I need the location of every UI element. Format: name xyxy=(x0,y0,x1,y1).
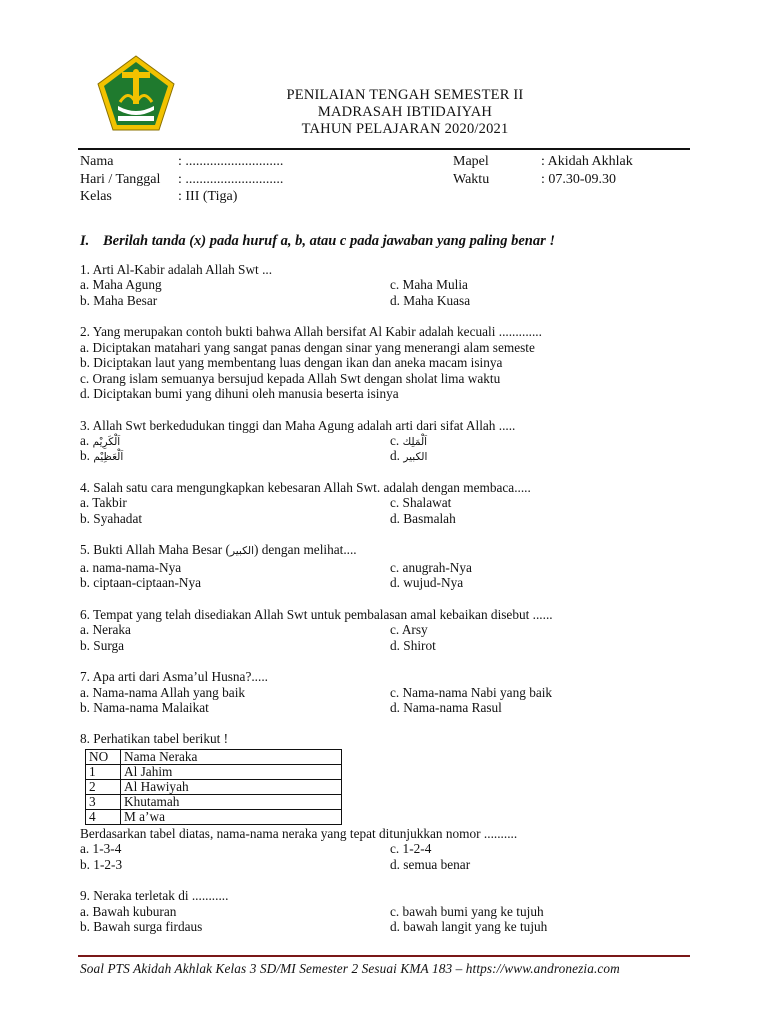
question-text: 7. Apa arti dari Asma’ul Husna?..... xyxy=(80,669,268,685)
arabic-text: اَلْعَظِيْم xyxy=(93,451,124,464)
date-field[interactable]: : ............................ xyxy=(178,171,284,187)
option-row xyxy=(80,495,700,510)
option-d[interactable] xyxy=(390,448,700,463)
option-row xyxy=(80,700,700,715)
time-row xyxy=(453,171,633,189)
option-c[interactable] xyxy=(390,433,700,448)
option-c[interactable]: c. bawah bumi yang ke tujuh xyxy=(390,903,544,919)
question-8 xyxy=(80,731,700,872)
option-d[interactable]: d. Maha Kuasa xyxy=(390,292,471,308)
table-row xyxy=(86,794,342,809)
kemenag-logo-icon xyxy=(96,54,176,134)
table-cell: Al Hawiyah xyxy=(121,779,342,794)
table-cell: Khutamah xyxy=(121,794,342,809)
question-text: 2. Yang merupakan contoh bukti bahwa Allah bersifat Al Kabir adalah kecuali ............. xyxy=(80,324,542,340)
question-text: 3. Allah Swt berkedudukan tinggi dan Maha Agung adalah arti dari sifat Allah ..... xyxy=(80,417,516,433)
subject-row xyxy=(453,153,633,171)
question-followup: Berdasarkan tabel diatas, nama-nama neraka yang tepat ditunjukkan nomor .......... xyxy=(80,825,518,841)
table-cell: Al Jahim xyxy=(121,764,342,779)
option-c[interactable]: c. 1-2-4 xyxy=(390,841,432,857)
option-b[interactable]: b. Diciptakan laut yang membentang luas dengan ikan dan aneka macam isinya xyxy=(80,355,503,371)
header-year: TAHUN PELAJARAN 2020/2021 xyxy=(301,121,509,137)
table-header-row xyxy=(86,749,342,764)
table-row xyxy=(86,764,342,779)
question-1 xyxy=(80,262,700,308)
option-d[interactable]: d. Basmalah xyxy=(390,510,456,526)
arabic-text: اَلْكَرِيْم xyxy=(92,436,121,448)
question-text: 1. Arti Al-Kabir adalah Allah Swt ... xyxy=(80,262,273,277)
table-header-cell: NO xyxy=(86,749,121,764)
option-row xyxy=(80,857,700,872)
option-a[interactable]: a. Neraka xyxy=(80,622,131,638)
table-cell: 2 xyxy=(86,779,121,794)
option-d[interactable]: d. semua benar xyxy=(390,856,471,872)
option-letter: a. xyxy=(80,433,90,448)
option-row xyxy=(80,511,700,526)
option-row xyxy=(80,575,700,590)
arabic-text: الكبير xyxy=(229,545,254,558)
header-school: MADRASAH IBTIDAIYAH xyxy=(317,104,493,120)
option-d[interactable]: d. wujud-Nya xyxy=(390,575,464,591)
arabic-text: الكبير xyxy=(403,451,428,464)
header-divider xyxy=(78,148,690,150)
exam-header xyxy=(250,87,560,138)
name-row xyxy=(80,153,283,171)
option-b[interactable]: b. Maha Besar xyxy=(80,292,158,308)
option-b[interactable]: b. Nama-nama Malaikat xyxy=(80,699,209,715)
option-row xyxy=(80,904,700,919)
question-text: 9. Neraka terletak di ........... xyxy=(80,888,229,904)
option-c[interactable]: c. anugrah-Nya xyxy=(390,559,472,575)
option-c[interactable]: c. Maha Mulia xyxy=(390,277,468,293)
option-b[interactable] xyxy=(80,448,390,463)
name-field[interactable]: : ............................ xyxy=(178,154,284,169)
question-3 xyxy=(80,418,700,464)
subject-value: : Akidah Akhlak xyxy=(541,154,633,169)
option-b[interactable]: b. 1-2-3 xyxy=(80,856,123,872)
student-identity xyxy=(80,153,283,206)
time-value: : 07.30-09.30 xyxy=(541,171,617,187)
option-row xyxy=(80,919,700,934)
class-row xyxy=(80,188,283,206)
question-text xyxy=(80,542,700,559)
question-6 xyxy=(80,607,700,653)
question-2 xyxy=(80,324,700,401)
option-c[interactable]: c. Shalawat xyxy=(390,495,452,511)
question-text-start: 5. Bukti Allah Maha Besar ( xyxy=(80,542,230,558)
date-label: Hari / Tanggal xyxy=(80,171,161,187)
option-a[interactable]: a. Diciptakan matahari yang sangat panas dengan sinar yang menerangi alam semeste xyxy=(80,339,535,355)
option-a[interactable]: a. Bawah kuburan xyxy=(80,903,177,919)
option-row xyxy=(80,841,700,856)
table-cell: 4 xyxy=(86,809,121,824)
question-text-end: ) dengan melihat.... xyxy=(253,542,357,558)
option-row xyxy=(80,293,700,308)
option-row xyxy=(80,622,700,637)
option-a[interactable] xyxy=(80,433,390,448)
option-d[interactable]: d. Nama-nama Rasul xyxy=(390,699,502,715)
instruction-text: Berilah tanda (x) pada huruf a, b, atau c pada jawaban yang paling benar ! xyxy=(103,233,555,249)
header-title: PENILAIAN TENGAH SEMESTER II xyxy=(286,87,524,103)
section-instruction xyxy=(80,233,555,250)
table-row xyxy=(86,809,342,824)
option-letter: b. xyxy=(80,448,90,464)
question-7 xyxy=(80,669,700,715)
class-value: : III (Tiga) xyxy=(178,189,238,204)
question-list xyxy=(80,262,700,951)
option-a[interactable]: a. nama-nama-Nya xyxy=(80,559,182,575)
option-row xyxy=(80,277,700,292)
neraka-table xyxy=(85,749,342,825)
option-c[interactable]: c. Arsy xyxy=(390,622,428,638)
option-row xyxy=(80,560,700,575)
section-number: I. xyxy=(80,233,90,249)
table-cell: M a’wa xyxy=(121,809,342,824)
option-b[interactable]: b. Syahadat xyxy=(80,510,143,526)
name-label: Nama xyxy=(80,154,114,169)
option-d[interactable]: d. bawah langit yang ke tujuh xyxy=(390,919,548,935)
table-header-cell: Nama Neraka xyxy=(121,749,342,764)
arabic-text: اَلْمَلِك xyxy=(402,436,428,448)
date-row xyxy=(80,171,283,189)
class-label: Kelas xyxy=(80,189,112,204)
table-cell: 1 xyxy=(86,764,121,779)
option-b[interactable]: b. ciptaan-ciptaan-Nya xyxy=(80,575,202,591)
question-text: 6. Tempat yang telah disediakan Allah Swt untuk pembalasan amal kebaikan disebut ...... xyxy=(80,606,553,622)
option-d[interactable]: d. Diciptakan bumi yang dihuni oleh manusia beserta isinya xyxy=(80,386,399,401)
option-row xyxy=(80,638,700,653)
option-c[interactable]: c. Nama-nama Nabi yang baik xyxy=(390,684,553,700)
subject-info xyxy=(453,153,633,188)
table-cell: 3 xyxy=(86,794,121,809)
option-a[interactable]: a. Maha Agung xyxy=(80,277,162,293)
table-row xyxy=(86,779,342,794)
option-b[interactable]: b. Bawah surga firdaus xyxy=(80,919,203,935)
option-d[interactable]: d. Shirot xyxy=(390,637,436,653)
subject-label: Mapel xyxy=(453,154,489,169)
question-9 xyxy=(80,888,700,934)
page-footer: Soal PTS Akidah Akhlak Kelas 3 SD/MI Semester 2 Sesuai KMA 183 – https://www.andronezia.com xyxy=(80,961,620,976)
question-5 xyxy=(80,542,700,590)
option-a[interactable]: a. Takbir xyxy=(80,495,127,511)
question-text: 4. Salah satu cara mengungkapkan kebesaran Allah Swt. adalah dengan membaca..... xyxy=(80,479,531,495)
option-a[interactable]: a. Nama-nama Allah yang baik xyxy=(80,684,246,700)
time-label: Waktu xyxy=(453,171,490,187)
question-text: 8. Perhatikan tabel berikut ! xyxy=(80,731,229,747)
option-row xyxy=(80,685,700,700)
option-b[interactable]: b. Surga xyxy=(80,637,125,653)
option-letter: c. xyxy=(390,433,400,448)
option-letter: d. xyxy=(390,448,400,464)
question-4 xyxy=(80,480,700,526)
option-a[interactable]: a. 1-3-4 xyxy=(80,841,122,857)
footer-divider xyxy=(78,955,690,957)
option-row xyxy=(80,448,700,463)
option-c[interactable]: c. Orang islam semuanya bersujud kepada Allah Swt dengan sholat lima waktu xyxy=(80,370,501,386)
option-row xyxy=(80,433,700,448)
